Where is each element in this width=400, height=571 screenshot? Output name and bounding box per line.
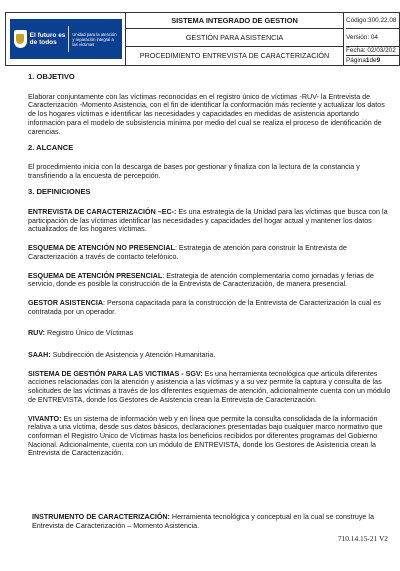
section-title-alcance: 2. ALCANCE: [28, 143, 74, 153]
system-title: SISTEMA INTEGRADO DE GESTION: [126, 13, 343, 29]
definition-term: INSTRUMENTO DE CARACTERIZACIÓN:: [32, 513, 170, 521]
definition-gestor: [28, 299, 394, 316]
definition-text: Es un sistema de información web y en línea que permite la consulta consolidada de la información relativa a una víctima, desde sus datos básicos, declaraciones presentadas bajo cualquier marco normativo que conforman el Registro Único de Víctimas hasta los beneficios recibidos por diferentes programas del Gobierno Nacional. Adicionalmente, cuenta con un módulo de ENTREVISTA, donde los Gestores de Asistencia crean la Entrevista de Caracterización.: [28, 414, 383, 458]
definition-term: GESTOR ASISTENCIA: [28, 298, 103, 307]
definition-sgv: [28, 370, 394, 405]
logo-cell: [6, 13, 126, 65]
coat-of-arms-icon: [14, 30, 27, 48]
header-title-column: [126, 13, 344, 65]
document-header-table: [5, 12, 400, 66]
logo-text-main: El futuro es de todos: [29, 32, 66, 46]
page-of: de: [369, 56, 377, 64]
objetivo-text: Elaborar conjuntamente con las víctimas reconocidas en el registro único de víctimas -RUV- la Entrevista de Caracterización -Momento Asistencia, con el fin de identificar la conformación más reciente y actualizar los datos de los hogares víctimas e identificar las necesidades y capacidades en medidas de asistencia aportando información para el modelo de subsistencia mínima por medio del cual se realiza el proceso de identificación de carencias.: [28, 92, 385, 136]
document-version: Versión: 04: [346, 28, 400, 47]
definition-entrevista: [28, 208, 394, 234]
definition-term: ESQUEMA DE ATENCIÓN PRESENCIAL: [28, 271, 163, 280]
definition-term: ESQUEMA DE ATENCIÓN NO PRESENCIAL: [28, 244, 175, 253]
definition-vivanto: [28, 415, 394, 459]
definition-text: : Persona capacitada para la construcción de la Entrevista de Caracterización la cual es contratada por un operador.: [28, 298, 381, 316]
definition-term: VIVANTO:: [28, 414, 62, 423]
document-date: Fecha: 02/03/202: [346, 46, 400, 56]
definition-text: Registro Único de Víctimas: [45, 329, 134, 338]
definition-text: Subdirección de Asistencia y Atención Humanitaria.: [50, 351, 216, 360]
page-current: 1: [365, 56, 370, 64]
definition-presencial: [28, 272, 394, 289]
definition-text: Es una herramienta tecnológica que articula diferentes acciones relacionadas con la atención y asistencia a las víctimas y a su vez permite la captura y consulta de las solicitudes de las víctimas a través de los diferentes esquemas de atención, adicionalmente cuenta con un módulo de ENTREVISTA, donde los Gestores de Asistencia crean la Entrevista de Caracterización.: [28, 369, 391, 404]
header-meta-column: [344, 13, 400, 65]
definition-term: RUV:: [28, 329, 46, 338]
definition-text: Es una estrategia de la Unidad para las víctimas que busca con la participación de las víctimas identificar las necesidades y capacidades del hogar actual y mantener los datos actualizados de los hogares víctimas.: [28, 208, 388, 234]
page-total: 9: [376, 56, 381, 64]
definition-term: SISTEMA DE GESTIÓN PARA LAS VICTIMAS - SGV:: [28, 369, 203, 378]
definition-ruv: [28, 329, 394, 338]
form-code: 710.14.15-21 V2: [337, 534, 388, 543]
page-prefix: Página: [346, 56, 366, 64]
definition-text: : Estrategia de atención complementaria como jornadas y ferias de servicio, donde es posible la construcción de la Entrevista de Caracterización, de manera presencial.: [28, 271, 374, 289]
document-body: [28, 73, 394, 458]
definition-text: : Estrategia de atención para construir la Entrevista de Caracterización a través de contacto telefónico.: [28, 244, 347, 261]
definition-saah: [28, 351, 394, 360]
institution-logo: [10, 19, 122, 59]
definition-no-presencial: [28, 244, 394, 261]
section-title-objetivo: 1. OBJETIVO: [28, 72, 75, 81]
definition-term: SAAH:: [28, 351, 51, 360]
definition-instrumento: [32, 513, 392, 530]
process-name: GESTIÓN PARA ASISTENCIA: [126, 28, 343, 47]
document-code: Código:300.22.08: [346, 13, 400, 29]
logo-separator: [68, 26, 69, 52]
procedure-name: PROCEDIMIENTO ENTREVISTA DE CARACTERIZACIÓN: [139, 51, 330, 60]
logo-text-unit: Unidad para la atención y reparación integral a las víctimas: [72, 31, 117, 47]
alcance-text: El procedimiento inicia con la descarga de bases por gestionar y finaliza con la lectura de la constancia y transfiriendo a la encuesta de percepción.: [28, 162, 360, 180]
definition-text: Herramienta tecnológica y conceptual en la cual se construye la Entrevista de Caracterización – Momento Asistencia.: [32, 513, 374, 530]
definition-term: ENTREVISTA DE CARACTERIZACIÓN –EC-:: [28, 208, 177, 217]
section-title-definiciones: 3. DEFINICIONES: [28, 187, 91, 197]
page-indicator: [346, 55, 400, 65]
